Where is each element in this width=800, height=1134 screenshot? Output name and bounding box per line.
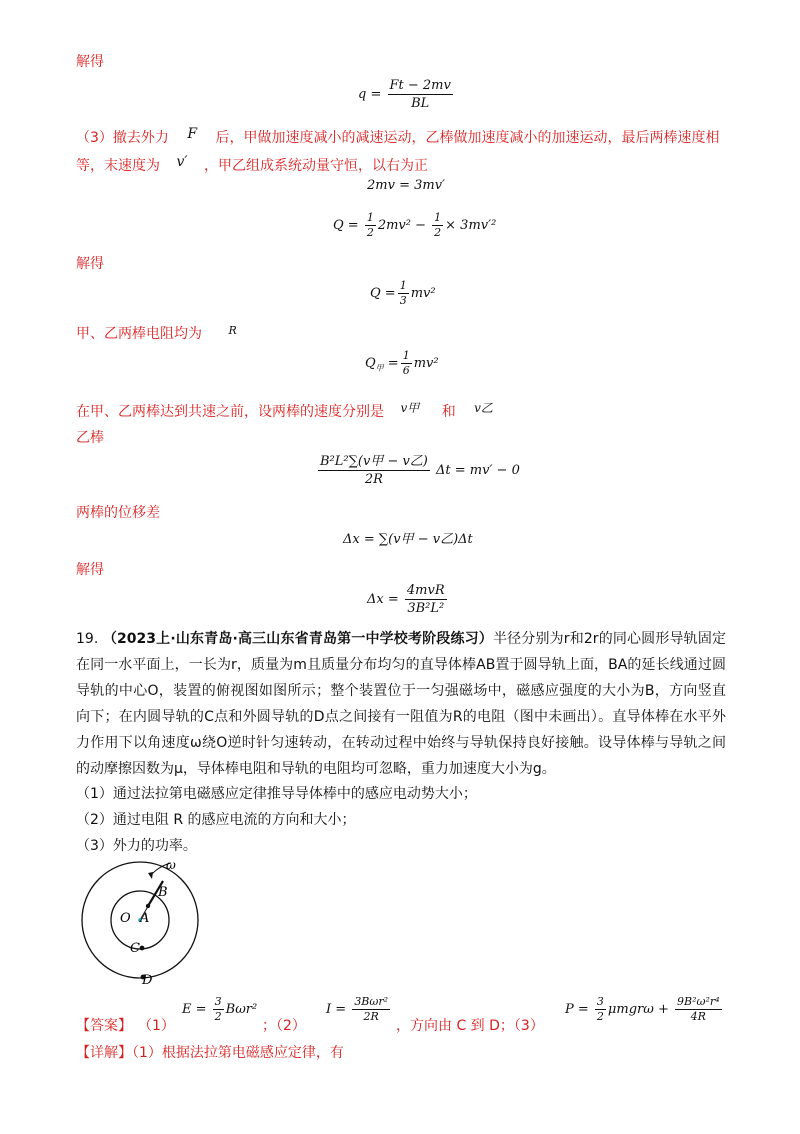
resist-text: 甲、乙两棒电阻均为 (76, 326, 202, 342)
concentric-rails-figure (80, 856, 210, 986)
answer-I-lhs: I = (326, 1002, 347, 1017)
eq-dx2-lhs: Δx = (367, 592, 399, 607)
point-C-dot (140, 946, 145, 951)
before-text: 在甲、乙两棒达到共速之前，设两棒的速度分别是 (76, 404, 384, 420)
he-text: 和 (441, 404, 456, 420)
q19-sub1: （1）通过法拉第电磁感应定律推导导体棒中的感应电动势大小； (76, 786, 477, 802)
sec3-line1 (76, 128, 720, 148)
q19-sub2: （2）通过电阻 R 的感应电流的方向和大小； (76, 812, 356, 828)
sec3-line2 (76, 156, 428, 176)
label-A: A (140, 911, 150, 926)
answer-E: E = $\frac{3}{2}$ Bωr² (182, 995, 258, 1023)
q19-sub3: （3）外力的功率。 (76, 838, 197, 854)
answer-dir: ，方向由 C 到 D；（3） (396, 1018, 544, 1034)
detail-tag: 【详解】 (76, 1045, 132, 1061)
answer-P: P = $\frac{3}{2}$ μmgrω + $\frac{\text{9B²ω²r⁴}}{4R}$ (565, 995, 720, 1023)
answer-P-lhs: P = (565, 1002, 589, 1017)
eq-impulse-rhs: Δt = mv′ − 0 (436, 463, 520, 478)
symbol-vjia: v甲 (400, 401, 420, 415)
point-A-dot (146, 904, 150, 908)
eq-impulse-den: 2R (364, 472, 383, 487)
label-omega: ω (166, 858, 176, 872)
answer-P-mid: μmgrω + (607, 1002, 669, 1017)
eq-dx-result (367, 583, 449, 616)
answer-tag: 【答案】 (76, 1018, 132, 1034)
eq-Qjia: $Q_甲$ = $\frac{1}{6}$ mv² (365, 349, 439, 377)
eq-dx2-den: 3B²L² (407, 601, 445, 616)
eq-dx2-num: 4mvR (406, 583, 445, 598)
answer-E-lhs: E = (182, 1002, 207, 1017)
q19-number: 19. (76, 631, 99, 647)
question-19 (76, 626, 726, 782)
eq-Q-result: Q = $\frac{1}{3}$ mv² (370, 279, 436, 307)
detail-line (76, 1043, 344, 1063)
eq-dx: Δx = ∑(v甲 − v乙)Δt (343, 532, 473, 547)
label-O: O (120, 911, 131, 926)
detail-text: （1）根据法拉第电磁感应定律，有 (132, 1045, 344, 1061)
sec3-line2-b: ，甲乙组成系统动量守恒，以右为正 (204, 158, 428, 174)
sec3-line2-a: 等，末速度为 (76, 158, 160, 174)
symbol-vyi: v乙 (474, 401, 493, 415)
jiede-label-3: 解得 (76, 562, 104, 578)
answer-part1: （1） (138, 1018, 175, 1034)
before-line (76, 402, 493, 422)
label-D: D (142, 973, 153, 986)
eq-q-num: Ft − 2mv (389, 78, 451, 93)
label-C: C (130, 941, 140, 956)
jiede-label-1: 解得 (76, 54, 104, 70)
answer-E-rest: Bωr² (225, 1002, 258, 1017)
jiede-label-2: 解得 (76, 256, 104, 272)
disp-label: 两棒的位移差 (76, 505, 160, 521)
eq-q (358, 78, 455, 111)
eq-momentum: 2mv = 3mv′ (367, 178, 445, 193)
eq-q-lhs: q = (358, 87, 382, 102)
answer-sep1: ；（2） (262, 1018, 306, 1034)
q19-source: （2023上·山东青岛·高三山东省青岛第一中学校考阶段练习） (102, 631, 493, 647)
label-B: B (158, 885, 168, 900)
eq-impulse (316, 454, 520, 487)
rotation-arrowhead (148, 872, 153, 879)
answer-I: I = $\frac{\text{3Bωr²}}{2R}$ (326, 995, 389, 1023)
symbol-vprime: v′ (176, 154, 188, 170)
sec3-intro-a: （3）撤去外力 (76, 130, 169, 146)
eq-energy: Q = $\frac{1}{2}$ 2mv² − $\frac{1}{2}$ × 3mv′² (333, 211, 497, 239)
q19-text: 半径分别为r和2r的同心圆形导轨固定在同一水平面上，一长为r，质量为m且质量分布均匀的直导体棒AB置于圆导轨上面，BA的延长线通过圆导轨的中心O，装置的俯视图如图所示；整个装置位于一匀强磁场中，磁感应强度的大小为B，方向竖直向下；在内圆导轨的C点和外圆导轨的D点之间接有一阻值为R的电阻（图中未画出）。直导体棒在水平外力作用下以角速度ω绕O逆时针匀速转动，在转动过程中始终与导轨保持良好接触。设导体棒与导轨之间的动摩擦因数为μ，导体棒电阻和导轨的电阻均可忽略，重力加速度大小为g。 (76, 631, 727, 777)
eq-q-den: BL (411, 96, 430, 111)
symbol-F: F (187, 126, 198, 142)
resist-line (76, 324, 237, 345)
yi-bang-label: 乙棒 (76, 430, 104, 446)
symbol-R: R (228, 324, 237, 337)
eq-impulse-num: B²L²∑(v甲 − v乙) (320, 454, 428, 469)
sec3-intro-b: 后，甲做加速度减小的减速运动，乙棒做加速度减小的加速运动，最后两棒速度相 (215, 130, 720, 146)
